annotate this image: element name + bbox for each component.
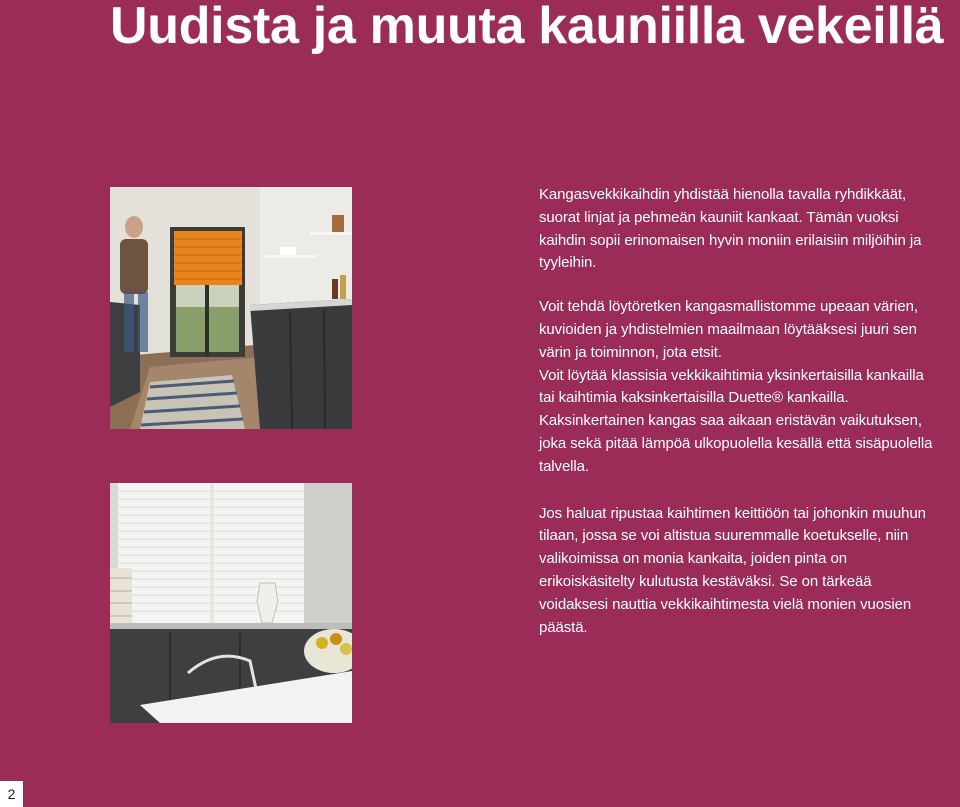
white-blind-window-photo [110,483,352,723]
paragraph-duette: Voit löytää klassisia vekkikaihtimia yksinkertaisilla kankailla tai kaihtimia kaksinkertaisilla Duette® kankailla. Kaksinkertainen kangas saa aikaan eristävän vaikutuksen, joka sekä pitää lämpöä ulkopuolella kesällä että sisäpuolella talvella. [539,366,933,475]
page-number: 2 [0,781,23,807]
body-text-column [539,184,939,639]
page-heading: Uudista ja muuta kauniilla vekeillä [110,0,944,55]
paragraph-fabric-collection: Voit tehdä löytöretken kangasmallistomme upeaan värien, kuvioiden ja yhdistelmien maailmaan löytääksesi juuri sen värin ja toiminnon, jota etsit. [539,298,918,361]
paragraph-intro: Kangasvekkikaihdin yhdistää hienolla tavalla ryhdikkäät, suorat linjat ja pehmeän kauniit kankaat. Tämän vuoksi kaihdin sopii erinomaisen hyvin moniin erilaisiin miljöihin ja tyyleihin. [539,186,922,272]
paragraph-kitchen: Jos haluat ripustaa kaihtimen keittiöön tai johonkin muuhun tilaan, jossa se voi altistua suuremmalle koetukselle, niin valikoimissa on monia kankaita, joiden pinta on erikoiskäsitelty kulutusta kestäväksi. Se on tärkeää voidaksesi nauttia vekkikaihtimesta vielä monien vuosien päästä. [539,504,926,636]
kitchen-orange-blind-photo [110,187,352,429]
